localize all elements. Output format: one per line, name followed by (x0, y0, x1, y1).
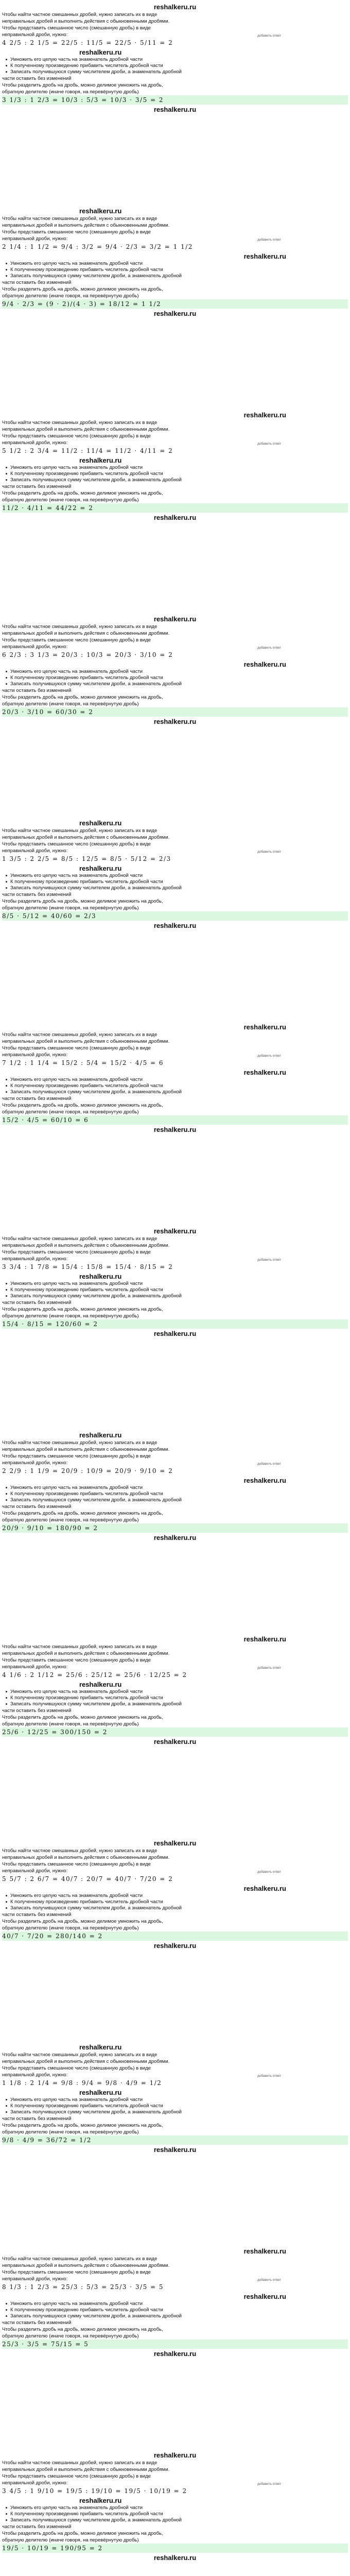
improper-text-2: неправильной дроби, нужно: (2, 2276, 68, 2282)
credit-label[interactable]: добавить ответ (257, 2278, 281, 2282)
credit-label[interactable]: добавить ответ (257, 850, 281, 854)
improper-text: Чтобы представить смешанное число (смешанную дробь) в виде (2, 1249, 151, 1255)
watermark: reshalkeru.ru (153, 1227, 197, 1235)
intro-text-2: неправильных дробей и выполнить действия с обыкновенными дробями. (2, 427, 170, 432)
watermark: reshalkeru.ru (153, 1534, 197, 1541)
intro-text-2: неправильных дробей и выполнить действия с обыкновенными дробями. (2, 1651, 170, 1656)
watermark: reshalkeru.ru (79, 1681, 122, 1688)
intro-text: Чтобы найти частное смешанных дробей, нужно записать их в виде (2, 1440, 157, 1446)
watermark: reshalkeru.ru (243, 2247, 286, 2255)
solution-block (2, 409, 348, 613)
watermark: reshalkeru.ru (243, 2293, 286, 2300)
rule-item-cont: части оставить без изменений (2, 1504, 72, 1510)
divide-rule: Чтобы разделить дробь на дробь, можно делимое умножить на дробь, (2, 2123, 163, 2128)
divide-rule: Чтобы разделить дробь на дробь, можно делимое умножить на дробь, (2, 1919, 163, 1924)
watermark: reshalkeru.ru (153, 1126, 197, 1133)
solution-block (2, 1, 348, 205)
rule-item: Записать получившуюся сумму числителем дроби, а знаменатель дробной (2, 477, 348, 483)
rule-item: Умножить его целую часть на знаменатель дробной части (2, 2301, 348, 2307)
rule-item: К полученному произведению прибавить числитель дробной части (2, 471, 348, 477)
improper-text: Чтобы представить смешанное число (смешанную дробь) в виде (2, 2065, 151, 2071)
rule-item: Умножить его целую часть на знаменатель дробной части (2, 2097, 348, 2103)
watermark: reshalkeru.ru (153, 1942, 197, 1950)
watermark: reshalkeru.ru (153, 1839, 197, 1847)
watermark: reshalkeru.ru (243, 660, 286, 668)
watermark: reshalkeru.ru (243, 252, 286, 260)
watermark: reshalkeru.ru (243, 1023, 286, 1031)
rule-item-cont: части оставить без изменений (2, 280, 72, 285)
equation-line: 8 1/3 : 1 2/3 = 25/3 : 5/3 = 25/3 · 3/5 = 5 (2, 2283, 164, 2291)
intro-text-2: неправильных дробей и выполнить действия с обыкновенными дробями. (2, 2059, 170, 2064)
watermark: reshalkeru.ru (243, 411, 286, 419)
improper-text-2: неправильной дроби, нужно: (2, 32, 68, 38)
solution-block (2, 1837, 348, 2041)
equation-highlight: 15/2 · 4/5 = 60/10 = 6 (2, 1115, 348, 1125)
intro-text: Чтобы найти частное смешанных дробей, нужно записать их в виде (2, 2460, 157, 2466)
rule-item: Записать получившуюся сумму числителем дроби, а знаменатель дробной (2, 885, 348, 891)
credit-label[interactable]: добавить ответ (257, 1054, 281, 1058)
intro-text-2: неправильных дробей и выполнить действия с обыкновенными дробями. (2, 2467, 170, 2472)
watermark: reshalkeru.ru (153, 3, 197, 11)
rule-item: К полученному произведению прибавить числитель дробной части (2, 267, 348, 273)
divide-rule-2: обратную делителю (иначе говоря, на перевёрнутую дробь) (2, 2537, 139, 2543)
credit-label[interactable]: добавить ответ (257, 1666, 281, 1670)
rule-item-cont: части оставить без изменений (2, 2320, 72, 2326)
rule-item: Умножить его целую часть на знаменатель дробной части (2, 261, 348, 267)
watermark: reshalkeru.ru (79, 2043, 122, 2051)
improper-text-2: неправильной дроби, нужно: (2, 236, 68, 242)
divide-rule-2: обратную делителю (иначе говоря, на перевёрнутую дробь) (2, 1109, 139, 1115)
equation-highlight: 15/4 · 8/15 = 120/60 = 2 (2, 1319, 348, 1329)
watermark: reshalkeru.ru (79, 2497, 122, 2504)
solution-block (2, 2041, 348, 2245)
rule-item: Записать получившуюся сумму числителем дроби, а знаменатель дробной (2, 1905, 348, 1911)
improper-text-2: неправильной дроби, нужно: (2, 1256, 68, 1262)
intro-text: Чтобы найти частное смешанных дробей, нужно записать их в виде (2, 12, 157, 18)
equation-line: 3 4/5 : 1 9/10 = 19/5 : 19/10 = 19/5 · 10/19 = 2 (2, 2487, 187, 2495)
improper-text-2: неправильной дроби, нужно: (2, 848, 68, 854)
improper-text: Чтобы представить смешанное число (смешанную дробь) в виде (2, 433, 151, 439)
divide-rule: Чтобы разделить дробь на дробь, можно делимое умножить на дробь, (2, 490, 163, 496)
improper-text: Чтобы представить смешанное число (смешанную дробь) в виде (2, 2269, 151, 2275)
equation-highlight: 11/2 · 4/11 = 44/22 = 2 (2, 503, 348, 513)
solution-block (2, 613, 348, 817)
watermark: reshalkeru.ru (153, 2350, 197, 2358)
rule-item-cont: части оставить без изменений (2, 484, 72, 489)
rule-item: Записать получившуюся сумму числителем дроби, а знаменатель дробной (2, 681, 348, 687)
watermark: reshalkeru.ru (79, 48, 122, 56)
rule-item: Записать получившуюся сумму числителем дроби, а знаменатель дробной (2, 2517, 348, 2523)
credit-label[interactable]: добавить ответ (257, 1258, 281, 1262)
equation-line: 3 3/4 : 1 7/8 = 15/4 : 15/8 = 15/4 · 8/15 = 2 (2, 1263, 173, 1270)
divide-rule-2: обратную делителю (иначе говоря, на перевёрнутую дробь) (2, 1925, 139, 1931)
watermark: reshalkeru.ru (243, 1477, 286, 1484)
rule-item: К полученному произведению прибавить числитель дробной части (2, 63, 348, 69)
rule-item: Умножить его целую часть на знаменатель дробной части (2, 1485, 348, 1491)
equation-highlight: 9/4 · 2/3 = (9 · 2)/(4 · 3) = 18/12 = 1 1/2 (2, 299, 348, 309)
watermark: reshalkeru.ru (153, 1330, 197, 1337)
divide-rule-2: обратную делителю (иначе говоря, на перевёрнутую дробь) (2, 293, 139, 299)
rule-item-cont: части оставить без изменений (2, 2116, 72, 2122)
intro-text-2: неправильных дробей и выполнить действия с обыкновенными дробями. (2, 835, 170, 840)
equation-highlight: 19/5 · 10/19 = 190/95 = 2 (2, 2544, 348, 2553)
divide-rule-2: обратную делителю (иначе говоря, на перевёрнутую дробь) (2, 497, 139, 503)
divide-rule-2: обратную делителю (иначе говоря, на перевёрнутую дробь) (2, 1313, 139, 1319)
rule-item: К полученному произведению прибавить числитель дробной части (2, 675, 348, 681)
credit-label[interactable]: добавить ответ (257, 2482, 281, 2486)
rule-item: Записать получившуюся сумму числителем дроби, а знаменатель дробной (2, 1701, 348, 1707)
watermark: reshalkeru.ru (79, 2089, 122, 2096)
divide-rule: Чтобы разделить дробь на дробь, можно делимое умножить на дробь, (2, 1307, 163, 1312)
equation-line: 2 1/4 : 1 1/2 = 9/4 : 3/2 = 9/4 · 2/3 = 3/2 = 1 1/2 (2, 243, 193, 250)
divide-rule: Чтобы разделить дробь на дробь, можно делимое умножить на дробь, (2, 82, 163, 88)
intro-text: Чтобы найти частное смешанных дробей, нужно записать их в виде (2, 2052, 157, 2058)
watermark: reshalkeru.ru (243, 1635, 286, 1643)
improper-text: Чтобы представить смешанное число (смешанную дробь) в виде (2, 1861, 151, 1867)
intro-text: Чтобы найти частное смешанных дробей, нужно записать их в виде (2, 216, 157, 222)
rule-item-cont: части оставить без изменений (2, 688, 72, 693)
equation-line: 4 1/6 : 2 1/12 = 25/6 : 25/12 = 25/6 · 12/25 = 2 (2, 1671, 187, 1679)
divide-rule: Чтобы разделить дробь на дробь, можно делимое умножить на дробь, (2, 1511, 163, 1516)
watermark: reshalkeru.ru (153, 106, 197, 113)
divide-rule: Чтобы разделить дробь на дробь, можно делимое умножить на дробь, (2, 286, 163, 292)
solution-block (2, 1225, 348, 1429)
rule-item: К полученному произведению прибавить числитель дробной части (2, 2103, 348, 2109)
rule-item: Записать получившуюся сумму числителем дроби, а знаменатель дробной (2, 69, 348, 75)
credit-label[interactable]: добавить ответ (257, 1870, 281, 1874)
rule-item: Умножить его целую часть на знаменатель дробной части (2, 1281, 348, 1287)
equation-highlight: 8/5 · 5/12 = 40/60 = 2/3 (2, 911, 348, 921)
intro-text: Чтобы найти частное смешанных дробей, нужно записать их в виде (2, 1644, 157, 1650)
improper-text: Чтобы представить смешанное число (смешанную дробь) в виде (2, 1453, 151, 1459)
improper-text: Чтобы представить смешанное число (смешанную дробь) в виде (2, 1657, 151, 1663)
equation-line: 5 5/7 : 2 6/7 = 40/7 : 20/7 = 40/7 · 7/20 = 2 (2, 1875, 173, 1883)
equation-line: 6 2/3 : 3 1/3 = 20/3 : 10/3 = 20/3 · 3/10 = 2 (2, 651, 173, 658)
solution-block (2, 1429, 348, 1633)
divide-rule: Чтобы разделить дробь на дробь, можно делимое умножить на дробь, (2, 1715, 163, 1720)
equation-highlight: 9/8 · 4/9 = 36/72 = 1/2 (2, 2136, 348, 2145)
watermark: reshalkeru.ru (153, 2554, 197, 2562)
watermark: reshalkeru.ru (153, 922, 197, 929)
divide-rule: Чтобы разделить дробь на дробь, можно делимое умножить на дробь, (2, 1103, 163, 1108)
solution-block (2, 205, 348, 409)
equation-highlight: 25/6 · 12/25 = 300/150 = 2 (2, 1727, 348, 1737)
divide-rule: Чтобы разделить дробь на дробь, можно делимое умножить на дробь, (2, 899, 163, 904)
improper-text-2: неправильной дроби, нужно: (2, 1460, 68, 1466)
rule-item: Умножить его целую часть на знаменатель дробной части (2, 1689, 348, 1695)
rule-item: Умножить его целую часть на знаменатель дробной части (2, 1077, 348, 1083)
improper-text-2: неправильной дроби, нужно: (2, 2480, 68, 2486)
intro-text-2: неправильных дробей и выполнить действия с обыкновенными дробями. (2, 19, 170, 24)
intro-text-2: неправильных дробей и выполнить действия с обыкновенными дробями. (2, 1243, 170, 1248)
rule-item-cont: части оставить без изменений (2, 76, 72, 81)
intro-text-2: неправильных дробей и выполнить действия с обыкновенными дробями. (2, 631, 170, 636)
divide-rule: Чтобы разделить дробь на дробь, можно делимое умножить на дробь, (2, 2531, 163, 2536)
watermark: reshalkeru.ru (79, 1273, 122, 1280)
rule-item: Умножить его целую часть на знаменатель дробной части (2, 1893, 348, 1899)
divide-rule-2: обратную делителю (иначе говоря, на перевёрнутую дробь) (2, 2129, 139, 2135)
watermark: reshalkeru.ru (153, 1738, 197, 1745)
equation-line: 5 1/2 : 2 3/4 = 11/2 : 11/4 = 11/2 · 4/11 = 2 (2, 447, 173, 454)
watermark: reshalkeru.ru (243, 1069, 286, 1076)
improper-text-2: неправильной дроби, нужно: (2, 440, 68, 446)
watermark: reshalkeru.ru (153, 2146, 197, 2154)
improper-text: Чтобы представить смешанное число (смешанную дробь) в виде (2, 841, 151, 847)
equation-line: 1 3/5 : 2 2/5 = 8/5 : 12/5 = 8/5 · 5/12 = 2/3 (2, 855, 171, 862)
rule-item: К полученному произведению прибавить числитель дробной части (2, 879, 348, 885)
improper-text: Чтобы представить смешанное число (смешанную дробь) в виде (2, 229, 151, 235)
rule-item: К полученному произведению прибавить числитель дробной части (2, 2511, 348, 2517)
equation-highlight: 25/3 · 3/5 = 75/15 = 5 (2, 2340, 348, 2349)
rule-item: Записать получившуюся сумму числителем дроби, а знаменатель дробной (2, 1497, 348, 1503)
divide-rule-2: обратную делителю (иначе говоря, на перевёрнутую дробь) (2, 905, 139, 911)
rule-item: К полученному произведению прибавить числитель дробной части (2, 1083, 348, 1089)
credit-label[interactable]: добавить ответ (257, 2074, 281, 2078)
watermark: reshalkeru.ru (153, 2451, 197, 2459)
improper-text: Чтобы представить смешанное число (смешанную дробь) в виде (2, 637, 151, 643)
improper-text: Чтобы представить смешанное число (смешанную дробь) в виде (2, 1045, 151, 1051)
rule-item: К полученному произведению прибавить числитель дробной части (2, 1491, 348, 1497)
solution-block (2, 2245, 348, 2449)
watermark: reshalkeru.ru (79, 865, 122, 872)
improper-text: Чтобы представить смешанное число (смешанную дробь) в виде (2, 25, 151, 31)
intro-text: Чтобы найти частное смешанных дробей, нужно записать их в виде (2, 828, 157, 834)
watermark: reshalkeru.ru (153, 310, 197, 317)
improper-text-2: неправильной дроби, нужно: (2, 1868, 68, 1874)
intro-text: Чтобы найти частное смешанных дробей, нужно записать их в виде (2, 420, 157, 426)
rule-item: Записать получившуюся сумму числителем дроби, а знаменатель дробной (2, 2109, 348, 2115)
rule-item: Умножить его целую часть на знаменатель дробной части (2, 669, 348, 675)
rule-item: Умножить его целую часть на знаменатель дробной части (2, 873, 348, 879)
intro-text-2: неправильных дробей и выполнить действия с обыкновенными дробями. (2, 1447, 170, 1452)
intro-text: Чтобы найти частное смешанных дробей, нужно записать их в виде (2, 1236, 157, 1242)
watermark: reshalkeru.ru (153, 514, 197, 521)
rule-item: Умножить его целую часть на знаменатель дробной части (2, 2505, 348, 2511)
rule-item-cont: части оставить без изменений (2, 892, 72, 897)
intro-text-2: неправильных дробей и выполнить действия с обыкновенными дробями. (2, 1855, 170, 1860)
divide-rule: Чтобы разделить дробь на дробь, можно делимое умножить на дробь, (2, 694, 163, 700)
watermark: reshalkeru.ru (153, 718, 197, 725)
divide-rule-2: обратную делителю (иначе говоря, на перевёрнутую дробь) (2, 1721, 139, 1727)
intro-text: Чтобы найти частное смешанных дробей, нужно записать их в виде (2, 1032, 157, 1038)
improper-text-2: неправильной дроби, нужно: (2, 1052, 68, 1058)
intro-text: Чтобы найти частное смешанных дробей, нужно записать их в виде (2, 624, 157, 630)
credit-label[interactable]: добавить ответ (257, 1462, 281, 1466)
rule-item: К полученному произведению прибавить числитель дробной части (2, 2307, 348, 2313)
watermark: reshalkeru.ru (79, 819, 122, 827)
rule-item: Записать получившуюся сумму числителем дроби, а знаменатель дробной (2, 2313, 348, 2319)
solution-block (2, 1021, 348, 1225)
equation-line: 2 2/9 : 1 1/9 = 20/9 : 10/9 = 20/9 · 9/10 = 2 (2, 1467, 173, 1475)
equation-highlight: 20/9 · 9/10 = 180/90 = 2 (2, 1523, 348, 1533)
intro-text-2: неправильных дробей и выполнить действия с обыкновенными дробями. (2, 223, 170, 228)
improper-text-2: неправильной дроби, нужно: (2, 1664, 68, 1670)
intro-text: Чтобы найти частное смешанных дробей, нужно записать их в виде (2, 1848, 157, 1854)
rule-item: К полученному произведению прибавить числитель дробной части (2, 1899, 348, 1905)
equation-highlight: 3 1/3 : 1 2/3 = 10/3 : 5/3 = 10/3 · 3/5 = 2 (2, 95, 348, 105)
solution-block (2, 2449, 348, 2576)
intro-text-2: неправильных дробей и выполнить действия с обыкновенными дробями. (2, 1039, 170, 1044)
divide-rule-2: обратную делителю (иначе говоря, на перевёрнутую дробь) (2, 1517, 139, 1523)
divide-rule-2: обратную делителю (иначе говоря, на перевёрнутую дробь) (2, 89, 139, 95)
equation-line: 4 2/5 : 2 1/5 = 22/5 : 11/5 = 22/5 · 5/11 = 2 (2, 39, 173, 46)
credit-label[interactable]: добавить ответ (257, 442, 281, 446)
solution-block (2, 817, 348, 1021)
improper-text: Чтобы представить смешанное число (смешанную дробь) в виде (2, 2473, 151, 2479)
equation-line: 7 1/2 : 1 1/4 = 15/2 : 5/4 = 15/2 · 4/5 = 6 (2, 1059, 164, 1066)
rule-item: К полученному произведению прибавить числитель дробной части (2, 1695, 348, 1701)
divide-rule-2: обратную делителю (иначе говоря, на перевёрнутую дробь) (2, 2333, 139, 2339)
rule-item: Умножить его целую часть на знаменатель дробной части (2, 57, 348, 63)
rule-item: Умножить его целую часть на знаменатель дробной части (2, 465, 348, 471)
rule-item-cont: части оставить без изменений (2, 1300, 72, 1306)
improper-text-2: неправильной дроби, нужно: (2, 644, 68, 650)
equation-highlight: 20/3 · 3/10 = 60/30 = 2 (2, 707, 348, 717)
rule-item-cont: части оставить без изменений (2, 1096, 72, 1101)
rule-item: Записать получившуюся сумму числителем дроби, а знаменатель дробной (2, 1089, 348, 1095)
intro-text: Чтобы найти частное смешанных дробей, нужно записать их в виде (2, 2256, 157, 2262)
watermark: reshalkeru.ru (79, 1431, 122, 1439)
rule-item: К полученному произведению прибавить числитель дробной части (2, 1287, 348, 1293)
watermark: reshalkeru.ru (153, 615, 197, 623)
divide-rule: Чтобы разделить дробь на дробь, можно делимое умножить на дробь, (2, 2327, 163, 2332)
watermark: reshalkeru.ru (243, 1885, 286, 1892)
solution-block (2, 1633, 348, 1837)
credit-label[interactable]: добавить ответ (257, 238, 281, 242)
intro-text-2: неправильных дробей и выполнить действия с обыкновенными дробями. (2, 2263, 170, 2268)
rule-item-cont: части оставить без изменений (2, 1912, 72, 1918)
watermark: reshalkeru.ru (79, 456, 122, 464)
rule-item-cont: части оставить без изменений (2, 1708, 72, 1714)
equation-line: 1 1/8 : 2 1/4 = 9/8 : 9/4 = 9/8 · 4/9 = 1/2 (2, 2079, 162, 2087)
improper-text-2: неправильной дроби, нужно: (2, 2072, 68, 2078)
credit-label[interactable]: добавить ответ (257, 34, 281, 38)
credit-label[interactable]: добавить ответ (257, 646, 281, 650)
watermark: reshalkeru.ru (79, 207, 122, 215)
divide-rule-2: обратную делителю (иначе говоря, на перевёрнутую дробь) (2, 701, 139, 707)
rule-item: Записать получившуюся сумму числителем дроби, а знаменатель дробной (2, 1293, 348, 1299)
rule-item: Записать получившуюся сумму числителем дроби, а знаменатель дробной (2, 273, 348, 279)
equation-highlight: 40/7 · 7/20 = 280/140 = 2 (2, 1931, 348, 1941)
rule-item-cont: части оставить без изменений (2, 2524, 72, 2530)
